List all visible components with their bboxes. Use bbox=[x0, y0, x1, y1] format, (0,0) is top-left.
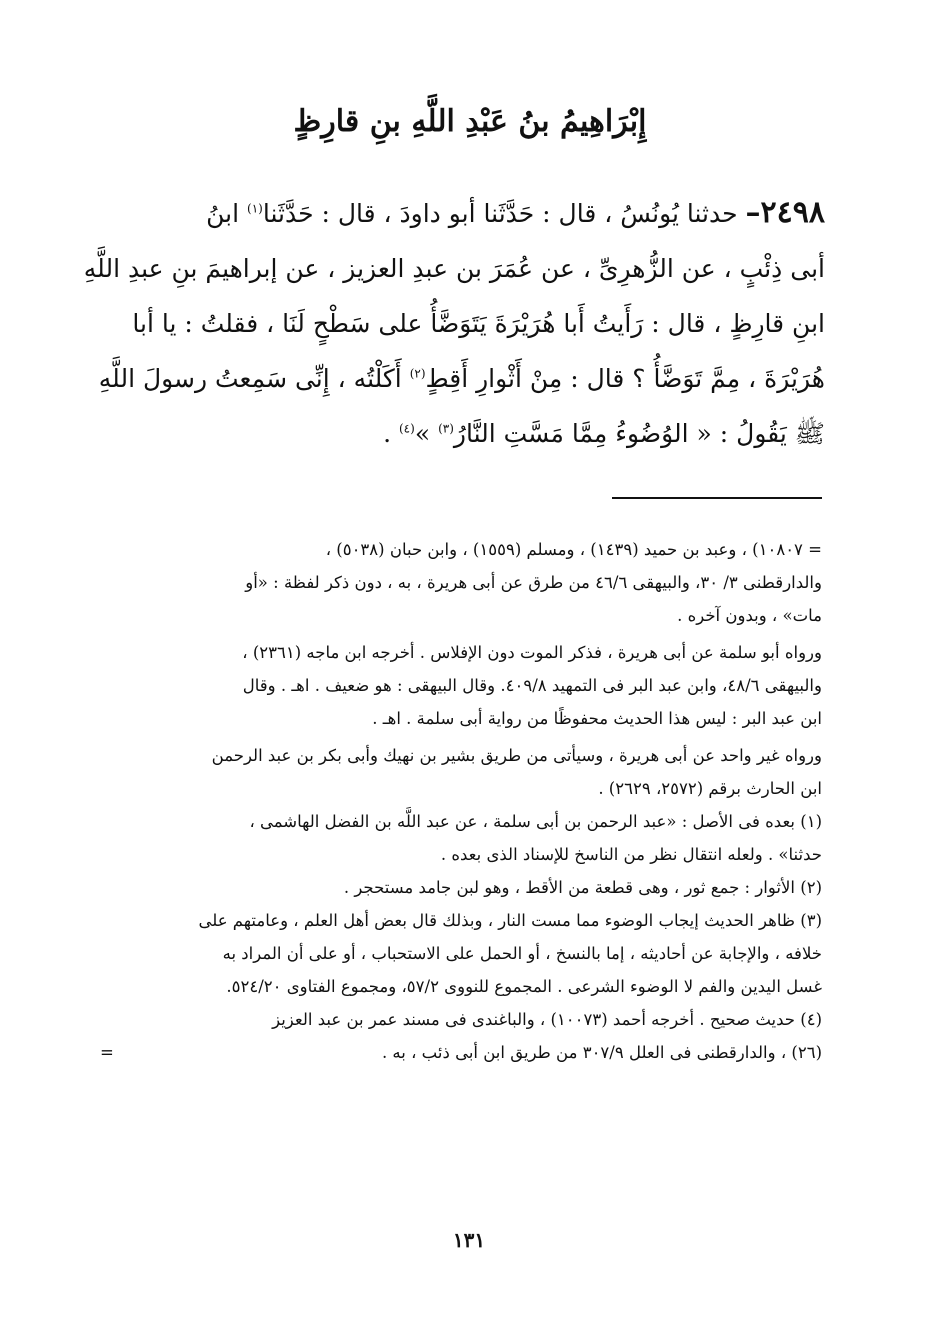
footnote-marker-1: (١) bbox=[247, 201, 263, 216]
footnote-3: (٣) ظاهر الحديث إيجاب الوضوء مما مست النار ، وبذلك قال بعض أهل العلم ، وعامتهم على خلافه ، والإجابة عن أحاديثه ، إما بالنسخ ، أو الحمل على الاستحباب ، أو على أن المراد به غسل اليدين والفم لا الوضوء الشرعى . المجموع للنووى ٥٧/٢، ومجموع الفتاوى ٥٢٤/٢٠. bbox=[198, 911, 822, 996]
footnote-marker-2: (٢) bbox=[409, 366, 426, 381]
hadith-line-2: أبى ذِئْبٍ ، عن الزُّهرِىِّ ، عن عُمَرَ بن عبدِ العزيز ، عن إبراهيمَ بنِ عبدِ اللَّهِ bbox=[83, 254, 825, 283]
hadith-number: ٢٤٩٨– bbox=[745, 195, 825, 230]
footnote-abu-salama: ورواه أبو سلمة عن أبى هريرة ، فذكر الموت دون الإفلاس . أخرجه ابن ماجه (٢٣٦١) ، والبيهقى ٤٨/٦، وابن عبد البر فى التمهيد ٤٠٩/٨. وقال البيهقى : هو ضعيف . اهـ . وقال ابن عبد البر : ليس هذا الحديث محفوظًا من رواية أبى سلمة . اهـ . bbox=[242, 643, 822, 728]
hadith-text bbox=[83, 185, 825, 461]
footnote-separator bbox=[612, 497, 822, 499]
footnote-2: (٢) الأثوار : جمع ثور ، وهى قطعة من الأقط ، وهو لبن جامد مستحجر . bbox=[343, 878, 822, 897]
hadith-line-5: ﷺ يَقُولُ : « الوُضُوءُ مِمَّا مَسَّتِ النَّارُ$^{(٣)}$ »$^{(٤)}$ . bbox=[383, 419, 825, 448]
footnote-marker-4: (٤) bbox=[398, 421, 415, 436]
hadith-line-3: ابنِ قارِظٍ ، قال : رَأَيتُ أَبا هُرَيْرَةَ يَتَوَضَّأُ على سَطْحٍ لَنَا ، فقلتُ : يا أبا bbox=[132, 309, 825, 338]
page-number: ١٣١ bbox=[452, 1228, 486, 1252]
footnotes bbox=[100, 533, 822, 1069]
footnote-1: (١) بعده فى الأصل : «عبد الرحمن بن أبى سلمة ، عن عبد اللَّه بن الفضل الهاشمى ، حدثنا» . ولعله انتقال نظر من الناسخ للإسناد الذى بعده . bbox=[249, 812, 822, 864]
footnote-4: (٤) حديث صحيح . أخرجه أحمد (١٠٠٧٣) ، والباغندى فى مسند عمر بن عبد العزيز (٢٦) ، والدارقطنى فى العلل ٣٠٧/٩ من طريق ابن أبى ذئب ، به . = bbox=[100, 1003, 822, 1069]
footnote-marker-3: (٣) bbox=[438, 421, 454, 436]
footnote-other-narrators: ورواه غير واحد عن أبى هريرة ، وسيأتى من طريق بشير بن نهيك وأبى بكر بن عبد الرحمن ابن الحارث برقم (٢٥٧٢، ٢٦٢٩) . bbox=[211, 746, 822, 798]
hadith-line-1: ٢٤٩٨– حدثنا يُونُسُ ، قال : حَدَّثَنا أبو داودَ ، قال : حَدَّثَنا$^{(١)}$ ابنُ bbox=[206, 195, 825, 230]
chapter-heading: إِبْرَاهِيمُ بنُ عَبْدِ اللَّهِ بنِ قارِظٍ bbox=[293, 104, 647, 139]
hadith-line-4: هُرَيْرَةَ ، مِمَّ تَوَضَّأُ ؟ قال : مِنْ أَثْوارِ أَقِطٍ$^{(٢)}$ أَكَلْتُه ، إِنِّى سَمِعتُ رسولَ اللَّهِ bbox=[98, 364, 825, 393]
footnote-continuation: = ١٠٨٠٧) ، وعبد بن حميد (١٤٣٩) ، ومسلم (١٥٥٩) ، وابن حبان (٥٠٣٨) ، والدارقطنى ٣/ ٣٠، والبيهقى ٤٦/٦ من طرق عن أبى هريرة ، به ، دون ذكر لفظة : «أو مات» ، وبدون آخره . bbox=[245, 540, 822, 625]
continuation-mark: = bbox=[100, 1043, 114, 1062]
